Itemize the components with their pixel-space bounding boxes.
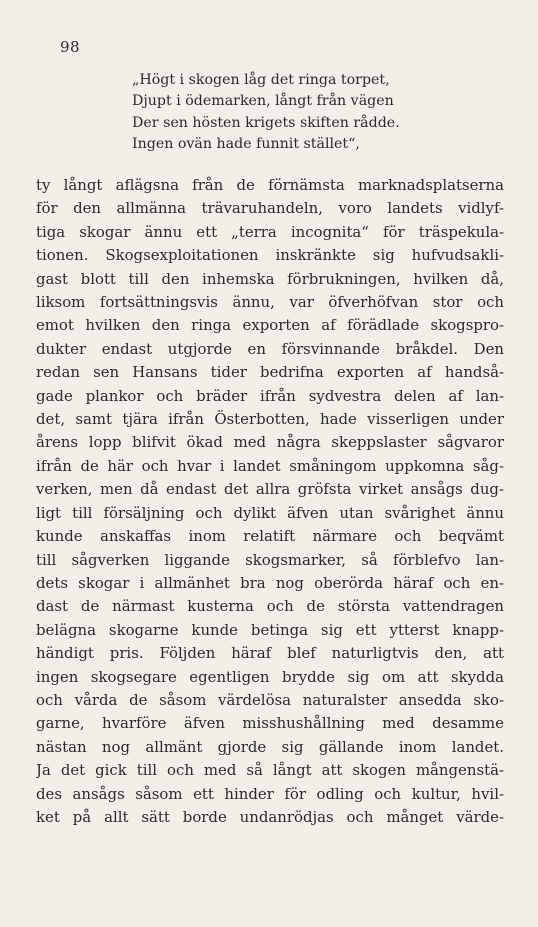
body-line: garne, hvarföre äfven misshushållning med desamme: [36, 714, 504, 733]
body-line: ifrån de här och hvar i landet småningom uppkomna såg-: [36, 456, 504, 475]
body-line: ligt till försäljning och dylikt äfven utan svårighet ännu: [36, 503, 504, 522]
body-line: dukter endast utgjorde en försvinnande bråkdel. Den: [36, 339, 504, 358]
body-line: emot hvilken den ringa exporten af förädlade skogspro-: [36, 316, 504, 335]
body-line: händigt pris. Följden häraf blef naturligtvis den, att: [36, 644, 504, 663]
body-paragraph: [36, 174, 504, 829]
body-line: ket på allt sätt borde undanrödjas och månget värde-: [36, 807, 504, 826]
body-line: och vårda de såsom värdelösa naturalster ansedda sko-: [36, 690, 504, 709]
body-line: kunde anskaffas inom relatift närmare och beqvämt: [36, 527, 504, 546]
verse-line: „Högt i skogen låg det ringa torpet,: [132, 72, 390, 88]
body-line: ty långt aflägsna från de förnämsta marknadsplatserna: [36, 176, 504, 194]
body-line: till sågverken liggande skogsmarker, så förblefvo lan-: [36, 550, 504, 569]
body-line: redan sen Hansans tider bedrifna exporten af handså-: [36, 363, 504, 382]
body-line: gast blott till den inhemska förbrukningen, hvilken då,: [36, 269, 504, 288]
body-line: tiga skogar ännu ett „terra incognita“ för träspekula-: [36, 222, 504, 241]
verse-line: Djupt i ödemarken, långt från vägen: [132, 93, 394, 110]
body-line: ingen skogsegare egentligen brydde sig om att skydda: [36, 667, 504, 686]
body-line: gade plankor och bräder ifrån sydvestra delen af lan-: [36, 386, 504, 405]
body-line: Ja det gick till och med så långt att skogen mångenstä-: [36, 761, 504, 780]
body-line: årens lopp blifvit ökad med några skeppslaster sågvaror: [36, 433, 504, 452]
body-line: nästan nog allmänt gjorde sig gällande inom landet.: [36, 737, 504, 756]
body-line: belägna skogarne kunde betinga sig ett ytterst knapp-: [36, 620, 504, 639]
page-number: 98: [60, 38, 81, 56]
body-line: dast de närmast kusterna och de största vattendragen: [36, 597, 504, 616]
body-line: des ansågs såsom ett hinder för odling och kultur, hvil-: [36, 784, 504, 803]
body-line: verken, men då endast det allra gröfsta virket ansågs dug-: [36, 480, 504, 499]
verse-line: Ingen ovän hade funnit stället“,: [132, 135, 360, 152]
body-line: liksom fortsättningsvis ännu, var öfverhöfvan stor och: [36, 293, 504, 312]
verse-quote: [132, 70, 462, 155]
body-line: det, samt tjära ifrån Österbotten, hade visserligen under: [36, 410, 504, 429]
verse-line: Der sen hösten krigets skiften rådde.: [132, 114, 400, 131]
body-line: tionen. Skogsexploitationen inskränkte sig hufvudsakli-: [36, 246, 504, 265]
body-line: dets skogar i allmänhet bra nog oberörda häraf och en-: [36, 573, 504, 592]
body-line: för den allmänna trävaruhandeln, voro landets vidlyf-: [36, 199, 504, 218]
